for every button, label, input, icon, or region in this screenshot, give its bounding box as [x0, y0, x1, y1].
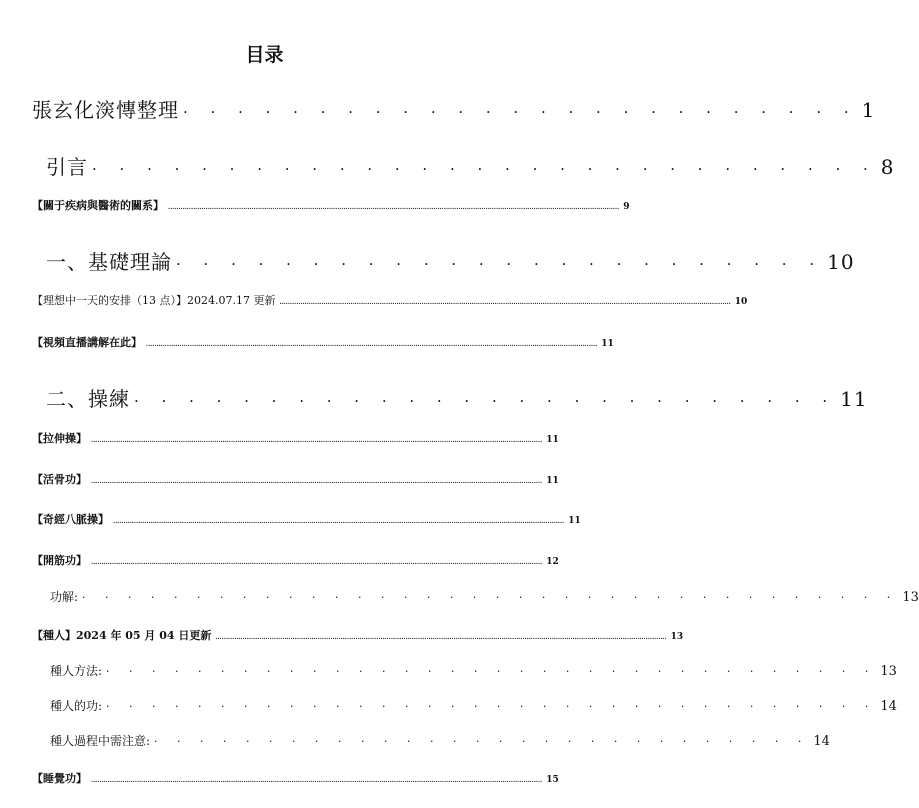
- toc-entry[interactable]: [32, 552, 559, 568]
- toc-entry-title: 【活骨功】: [32, 473, 87, 486]
- toc-entry-title: 【關于疾病與醫術的關系】: [32, 199, 164, 212]
- dot-leader: · · · · · · · · · · · · · · · · · · · · · · · · ·: [183, 103, 858, 121]
- dot-leader: · · · · · · · · · · · · · · · · · · · · · · · · · · · · · · · · · ·: [106, 700, 877, 713]
- dot-leader: · · · · · · · · · · · · · · · · · · · · · · · · · ·: [134, 392, 837, 410]
- toc-entry[interactable]: [32, 197, 630, 213]
- toc-entry-title: 【視頻直播講解在此】: [32, 336, 142, 349]
- dot-leader: · · · · · · · · · · · · · · · · · · · · · · · · · · · · ·: [92, 160, 877, 178]
- toc-entry[interactable]: [46, 151, 895, 181]
- dot-leader: ........................................................................................................................................................................................................................: [91, 437, 543, 444]
- toc-entry-page: 13: [902, 590, 919, 605]
- toc-entry[interactable]: [32, 292, 748, 308]
- toc-entry-page: 11: [546, 476, 559, 486]
- toc-entry-page: 8: [880, 155, 895, 179]
- toc-entry[interactable]: [32, 94, 876, 124]
- toc-entry-title: 引言: [46, 155, 88, 179]
- toc-entry-page: 9: [623, 202, 630, 212]
- toc-entry-page: 15: [546, 775, 559, 785]
- toc-entry[interactable]: [32, 430, 559, 446]
- toc-entry-title: 二、操練: [46, 387, 130, 411]
- dot-leader: ........................................................................................................................................................................................................................: [168, 204, 620, 211]
- toc-entry-title: 種人的功:: [50, 699, 103, 713]
- dot-leader: ........................................................................................................................................................................................................................: [91, 777, 543, 784]
- toc-entry[interactable]: [50, 697, 897, 715]
- toc-entry-page: 11: [601, 339, 614, 349]
- toc-entry[interactable]: [32, 770, 559, 786]
- toc-entry-title: 【奇經八脈操】: [32, 513, 109, 526]
- toc-entry-title: 一、基礎理論: [46, 250, 172, 274]
- toc-entry-title: 【開筋功】: [32, 554, 87, 567]
- dot-leader: ........................................................................................................................................................................................................................: [91, 559, 543, 566]
- toc-entry-page: 14: [880, 699, 897, 714]
- dot-leader: ........................................................................................................................................................................................................................: [279, 299, 731, 306]
- toc-entry-page: 10: [827, 250, 855, 274]
- toc-entry-title: 種人過程中需注意:: [50, 734, 151, 748]
- dot-leader: ........................................................................................................................................................................................................................: [91, 478, 543, 485]
- toc-entry[interactable]: [46, 383, 868, 413]
- dot-leader: · · · · · · · · · · · · · · · · · · · · · · · · · · · · ·: [154, 735, 810, 748]
- toc-entry[interactable]: [32, 511, 581, 527]
- toc-entry[interactable]: [50, 588, 919, 606]
- toc-entry-page: 1: [861, 98, 876, 122]
- toc-entry-page: 11: [546, 435, 559, 445]
- toc-entry-page: 13: [670, 632, 684, 642]
- dot-leader: · · · · · · · · · · · · · · · · · · · · · · · · · · · · · · · · · · · ·: [82, 591, 899, 604]
- toc-entry-page: 11: [568, 516, 581, 526]
- dot-leader: · · · · · · · · · · · · · · · · · · · · · · · · · · · · · · · · · ·: [106, 665, 877, 678]
- toc-entry-page: 13: [880, 664, 897, 679]
- dot-leader: · · · · · · · · · · · · · · · · · · · · · · · ·: [176, 255, 824, 273]
- toc-entry-title: 功解:: [50, 590, 79, 604]
- toc-entry-title: 【種人】2024 年 05 月 04 日更新: [32, 629, 212, 642]
- toc-entry-title: 張玄化㴱慱整理: [32, 98, 179, 122]
- toc-entry-title: 種人方法:: [50, 664, 103, 678]
- dot-leader: ........................................................................................................................................................................................................................: [146, 341, 598, 348]
- toc-entry-page: 10: [734, 297, 748, 307]
- dot-leader: ........................................................................................................................................................................................................................: [113, 518, 565, 525]
- toc-entry[interactable]: [50, 732, 830, 750]
- toc-entry[interactable]: [32, 471, 559, 487]
- toc-entry-page: 14: [813, 734, 830, 749]
- toc-entry-title: 【拉伸操】: [32, 432, 87, 445]
- toc-entry[interactable]: [50, 662, 897, 680]
- toc-entry[interactable]: [32, 334, 614, 350]
- toc-title: 目录: [245, 44, 284, 66]
- toc-entry[interactable]: [32, 627, 684, 643]
- toc-entry[interactable]: [46, 246, 855, 276]
- dot-leader: ........................................................................................................................................................................................................................: [215, 634, 667, 641]
- toc-entry-title: 【睡覺功】: [32, 772, 87, 785]
- toc-entry-title: 【理想中一天的安排（13 点）】2024.07.17 更新: [32, 294, 276, 307]
- toc-entry-page: 11: [840, 387, 868, 411]
- toc-entry-page: 12: [546, 557, 559, 567]
